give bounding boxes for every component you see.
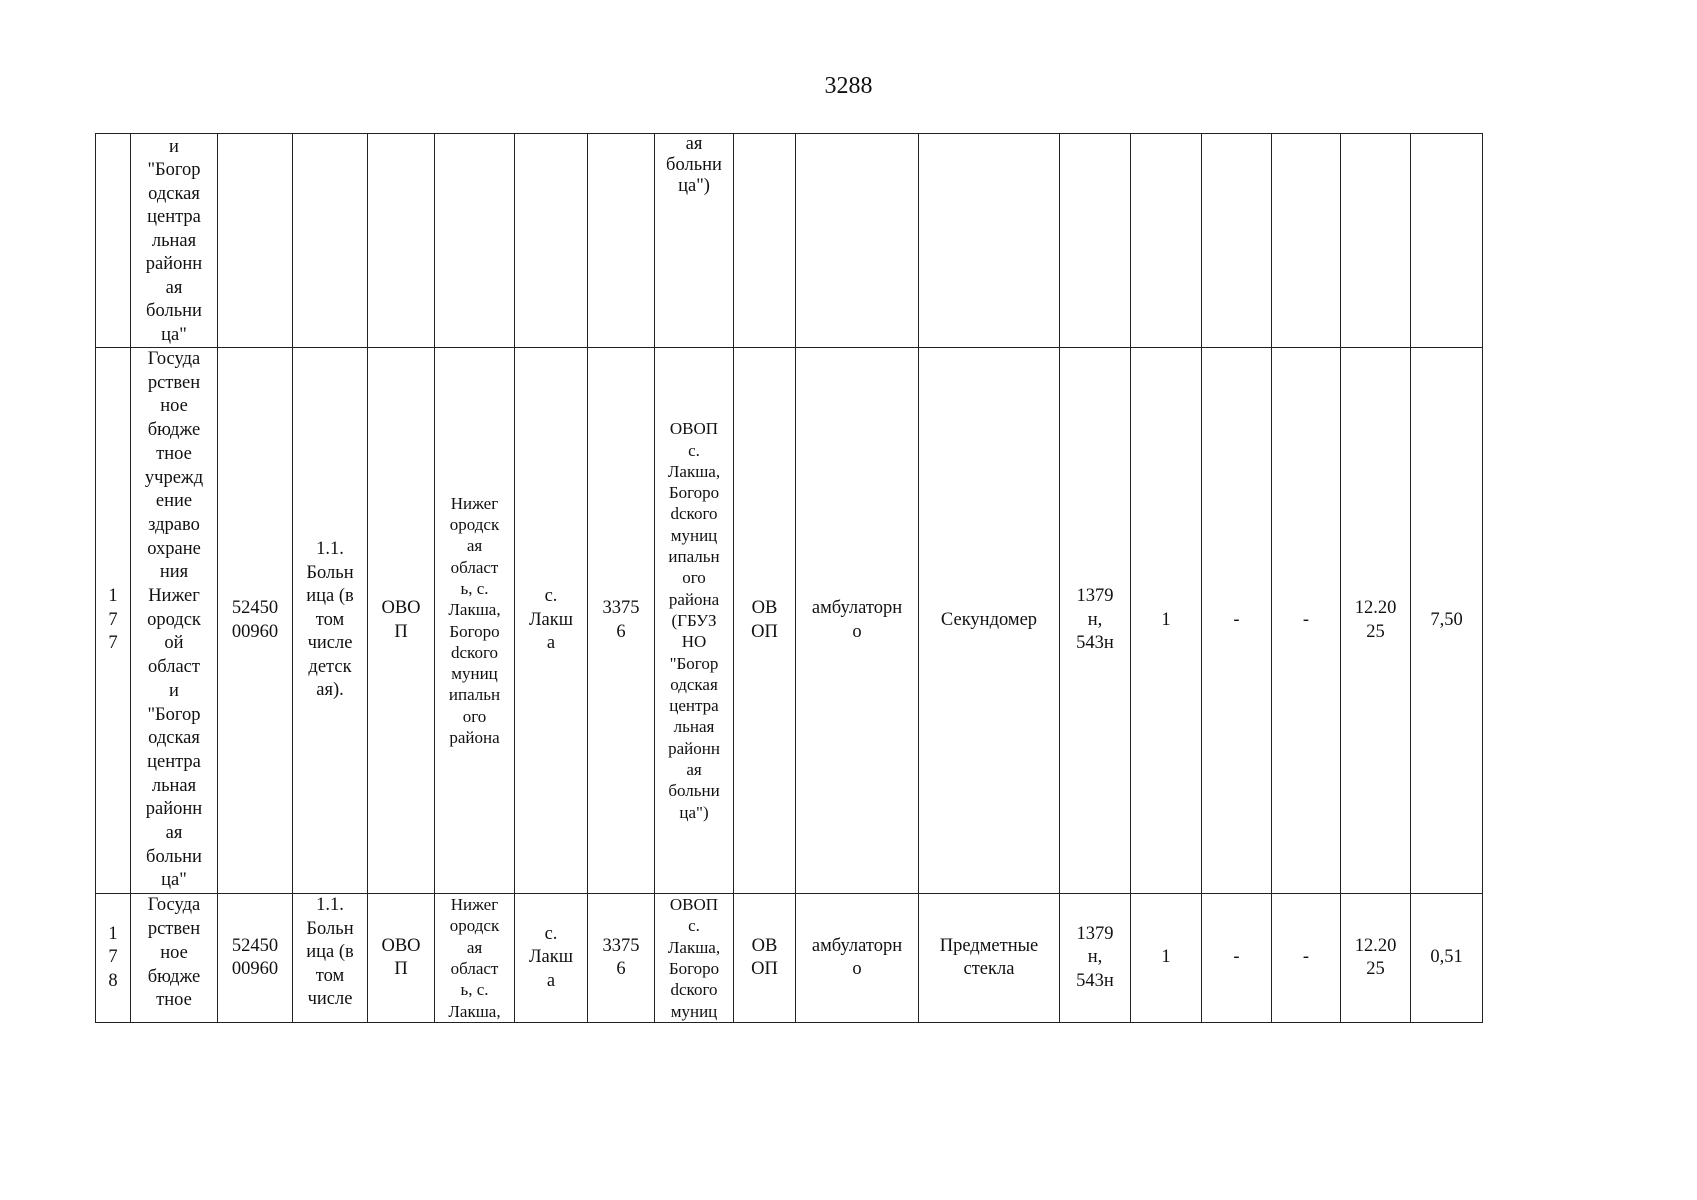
date-cell: 12.20 25 (1341, 894, 1411, 1023)
quantity-cell (1131, 134, 1202, 348)
organization-cell: и "Богор одская центра льная районн ая больни ца" (131, 134, 218, 348)
dash-cell-b: - (1272, 894, 1341, 1023)
row-number-cell (96, 134, 131, 348)
facility-type-cell (293, 134, 368, 348)
dash-cell-a: - (1202, 348, 1272, 894)
unit-cell: ОВО П (368, 348, 435, 894)
postcode-cell (588, 134, 655, 348)
amount-cell: 0,51 (1411, 894, 1483, 1023)
dash-cell-b: - (1272, 348, 1341, 894)
code-cell: 52450 00960 (218, 348, 293, 894)
dash-cell-a (1202, 134, 1272, 348)
unit-short-cell: ОВ ОП (734, 348, 796, 894)
dash-cell-b (1272, 134, 1341, 348)
code-cell (218, 134, 293, 348)
order-cell: 1379 н, 543н (1060, 348, 1131, 894)
quantity-cell: 1 (1131, 894, 1202, 1023)
facility-type-cell: 1.1. Больн ица (в том числе (293, 894, 368, 1023)
unit-cell (368, 134, 435, 348)
data-table (95, 133, 1483, 1023)
table-row (96, 134, 1483, 348)
row-number-cell: 1 7 7 (96, 348, 131, 894)
unit-short-cell (734, 134, 796, 348)
postcode-cell: 3375 6 (588, 348, 655, 894)
department-cell: ая больни ца") (655, 134, 734, 348)
organization-cell: Госуда рствен ное бюдже тное (131, 894, 218, 1023)
unit-cell: ОВО П (368, 894, 435, 1023)
quantity-cell: 1 (1131, 348, 1202, 894)
address-cell: Нижег ородск ая област ь, с. Лакша, (435, 894, 515, 1023)
amount-cell (1411, 134, 1483, 348)
settlement-cell (515, 134, 588, 348)
care-form-cell (796, 134, 919, 348)
settlement-cell: с. Лакш а (515, 348, 588, 894)
settlement-cell: с. Лакш а (515, 894, 588, 1023)
row-number-cell: 1 7 8 (96, 894, 131, 1023)
department-cell: ОВОП с. Лакша, Богоро dского муниц ипальн ого района (ГБУЗ НО "Богор одская центра льная районн ая больни ца") (655, 348, 734, 894)
department-cell: ОВОП с. Лакша, Богоро dского муниц (655, 894, 734, 1023)
address-cell (435, 134, 515, 348)
table-row (96, 894, 1483, 1023)
equipment-name-cell (919, 134, 1060, 348)
code-cell: 52450 00960 (218, 894, 293, 1023)
postcode-cell: 3375 6 (588, 894, 655, 1023)
care-form-cell: амбулаторн о (796, 894, 919, 1023)
date-cell (1341, 134, 1411, 348)
order-cell: 1379 н, 543н (1060, 894, 1131, 1023)
page-number: 3288 (824, 73, 873, 99)
table-row (96, 348, 1483, 894)
address-cell: Нижег ородск ая област ь, с. Лакша, Богоро dского муниц ипальн ого района (435, 348, 515, 894)
equipment-name-cell: Секундомер (919, 348, 1060, 894)
dash-cell-a: - (1202, 894, 1272, 1023)
organization-cell: Госуда рствен ное бюдже тное учрежд ение здраво охране ния Нижег ородск ой област и "Богор одская центра льная районн ая больни ца" (131, 348, 218, 894)
facility-type-cell: 1.1. Больн ица (в том числе детск ая). (293, 348, 368, 894)
equipment-name-cell: Предметные стекла (919, 894, 1060, 1023)
date-cell: 12.20 25 (1341, 348, 1411, 894)
amount-cell: 7,50 (1411, 348, 1483, 894)
order-cell (1060, 134, 1131, 348)
care-form-cell: амбулаторн о (796, 348, 919, 894)
unit-short-cell: ОВ ОП (734, 894, 796, 1023)
